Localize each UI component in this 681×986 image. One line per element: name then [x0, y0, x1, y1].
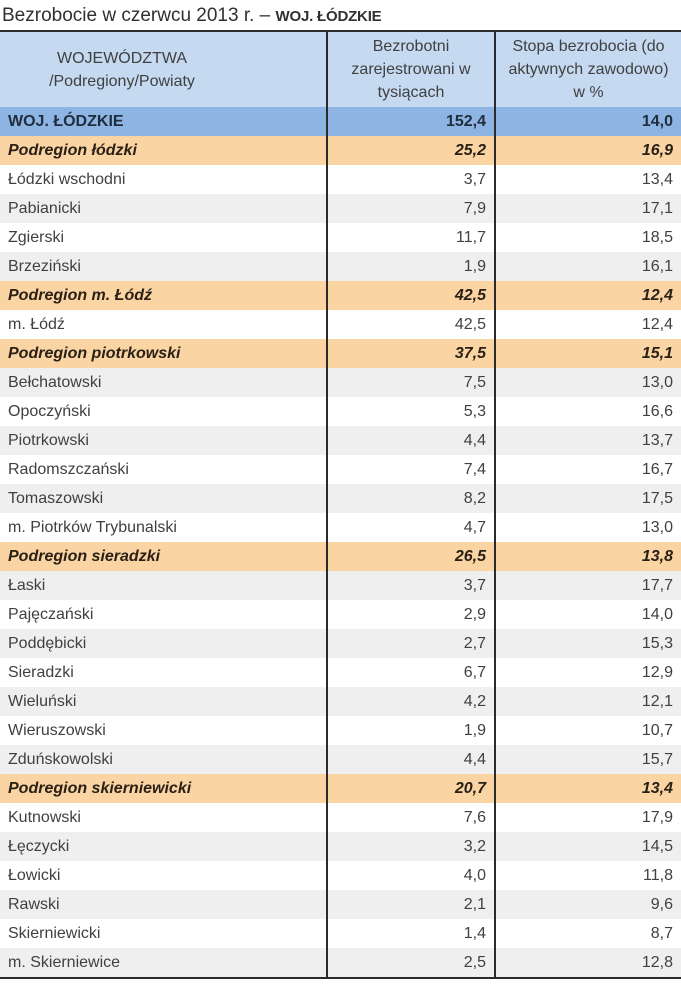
table-row	[0, 571, 681, 600]
table-row	[0, 629, 681, 658]
row-name: Poddębicki	[0, 629, 327, 658]
row-unemployed: 1,9	[327, 252, 495, 281]
row-unemployed: 1,4	[327, 919, 495, 948]
row-rate: 15,3	[495, 629, 681, 658]
row-name: Łódzki wschodni	[0, 165, 327, 194]
row-unemployed: 11,7	[327, 223, 495, 252]
row-name: m. Łódź	[0, 310, 327, 339]
table-row	[0, 484, 681, 513]
row-unemployed: 2,5	[327, 948, 495, 978]
total-name: WOJ. ŁÓDZKIE	[0, 107, 327, 136]
row-name: Brzeziński	[0, 252, 327, 281]
row-unemployed: 8,2	[327, 484, 495, 513]
header-region-line1: WOJEWÓDZTWA	[56, 49, 188, 67]
table-row	[0, 513, 681, 542]
row-rate: 13,4	[495, 774, 681, 803]
row-unemployed: 5,3	[327, 397, 495, 426]
row-name: Radomszczański	[0, 455, 327, 484]
row-rate: 13,0	[495, 368, 681, 397]
header-region-line2: /Podregiony/Powiaty	[49, 72, 195, 90]
header-region	[0, 31, 327, 107]
document-title	[2, 4, 381, 29]
row-rate: 12,8	[495, 948, 681, 978]
row-rate: 13,8	[495, 542, 681, 571]
row-unemployed: 42,5	[327, 281, 495, 310]
row-unemployed: 7,4	[327, 455, 495, 484]
row-name: Łęczycki	[0, 832, 327, 861]
row-rate: 16,9	[495, 136, 681, 165]
row-unemployed: 7,9	[327, 194, 495, 223]
row-rate: 13,0	[495, 513, 681, 542]
row-rate: 16,6	[495, 397, 681, 426]
row-unemployed: 42,5	[327, 310, 495, 339]
row-unemployed: 25,2	[327, 136, 495, 165]
row-unemployed: 20,7	[327, 774, 495, 803]
table-row	[0, 310, 681, 339]
row-rate: 14,5	[495, 832, 681, 861]
row-rate: 18,5	[495, 223, 681, 252]
row-name: Skierniewicki	[0, 919, 327, 948]
row-name: Sieradzki	[0, 658, 327, 687]
row-rate: 8,7	[495, 919, 681, 948]
row-name: Podregion m. Łódź	[0, 281, 327, 310]
row-unemployed: 4,2	[327, 687, 495, 716]
row-unemployed: 37,5	[327, 339, 495, 368]
row-unemployed: 2,1	[327, 890, 495, 919]
table-row	[0, 426, 681, 455]
table-row	[0, 165, 681, 194]
table-row	[0, 194, 681, 223]
row-rate: 14,0	[495, 600, 681, 629]
table-row	[0, 745, 681, 774]
row-rate: 15,1	[495, 339, 681, 368]
table-row	[0, 600, 681, 629]
row-rate: 17,5	[495, 484, 681, 513]
row-name: Wieluński	[0, 687, 327, 716]
row-rate: 12,1	[495, 687, 681, 716]
row-rate: 12,9	[495, 658, 681, 687]
row-unemployed: 1,9	[327, 716, 495, 745]
row-unemployed: 26,5	[327, 542, 495, 571]
row-unemployed: 6,7	[327, 658, 495, 687]
table-row	[0, 658, 681, 687]
row-name: m. Skierniewice	[0, 948, 327, 978]
row-unemployed: 4,4	[327, 426, 495, 455]
table-row	[0, 919, 681, 948]
table-row	[0, 803, 681, 832]
row-name: Opoczyński	[0, 397, 327, 426]
header-unemployed: Bezrobotni zarejestrowani w tysiącach	[327, 31, 495, 107]
subregion-row	[0, 136, 681, 165]
table-row	[0, 223, 681, 252]
table-row	[0, 368, 681, 397]
row-name: Podregion sieradzki	[0, 542, 327, 571]
row-name: Piotrkowski	[0, 426, 327, 455]
row-rate: 17,1	[495, 194, 681, 223]
row-name: Zduńskowolski	[0, 745, 327, 774]
row-name: Kutnowski	[0, 803, 327, 832]
row-name: Podregion łódzki	[0, 136, 327, 165]
row-unemployed: 4,7	[327, 513, 495, 542]
header-rate: Stopa bezrobocia (do aktywnych zawodowo) w %	[495, 31, 681, 107]
total-rate: 14,0	[495, 107, 681, 136]
row-unemployed: 3,7	[327, 571, 495, 600]
row-name: Wieruszowski	[0, 716, 327, 745]
row-rate: 13,4	[495, 165, 681, 194]
row-rate: 17,7	[495, 571, 681, 600]
row-unemployed: 7,5	[327, 368, 495, 397]
table-row	[0, 948, 681, 978]
row-rate: 13,7	[495, 426, 681, 455]
title-region: WOJ. ŁÓDZKIE	[275, 8, 382, 25]
row-name: Rawski	[0, 890, 327, 919]
table-row	[0, 716, 681, 745]
row-name: m. Piotrków Trybunalski	[0, 513, 327, 542]
row-name: Podregion skierniewicki	[0, 774, 327, 803]
row-name: Bełchatowski	[0, 368, 327, 397]
row-name: Pabianicki	[0, 194, 327, 223]
table-row	[0, 890, 681, 919]
row-rate: 12,4	[495, 281, 681, 310]
row-unemployed: 2,9	[327, 600, 495, 629]
total-unemployed: 152,4	[327, 107, 495, 136]
table-row	[0, 861, 681, 890]
row-unemployed: 4,4	[327, 745, 495, 774]
row-rate: 12,4	[495, 310, 681, 339]
row-rate: 16,7	[495, 455, 681, 484]
row-unemployed: 2,7	[327, 629, 495, 658]
row-name: Zgierski	[0, 223, 327, 252]
row-name: Łowicki	[0, 861, 327, 890]
total-row	[0, 107, 681, 136]
row-unemployed: 4,0	[327, 861, 495, 890]
subregion-row	[0, 281, 681, 310]
table-row	[0, 687, 681, 716]
row-name: Pajęczański	[0, 600, 327, 629]
row-rate: 17,9	[495, 803, 681, 832]
table-row	[0, 397, 681, 426]
row-rate: 16,1	[495, 252, 681, 281]
row-name: Tomaszowski	[0, 484, 327, 513]
subregion-row	[0, 774, 681, 803]
row-name: Podregion piotrkowski	[0, 339, 327, 368]
subregion-row	[0, 339, 681, 368]
row-unemployed: 3,2	[327, 832, 495, 861]
row-rate: 11,8	[495, 861, 681, 890]
row-unemployed: 3,7	[327, 165, 495, 194]
unemployment-table	[0, 30, 681, 979]
title-text: Bezrobocie w czerwcu 2013 r. –	[2, 5, 276, 26]
subregion-row	[0, 542, 681, 571]
table-header-row	[0, 31, 681, 107]
row-name: Łaski	[0, 571, 327, 600]
row-unemployed: 7,6	[327, 803, 495, 832]
row-rate: 9,6	[495, 890, 681, 919]
table-row	[0, 832, 681, 861]
row-rate: 10,7	[495, 716, 681, 745]
table-row	[0, 252, 681, 281]
row-rate: 15,7	[495, 745, 681, 774]
table-row	[0, 455, 681, 484]
